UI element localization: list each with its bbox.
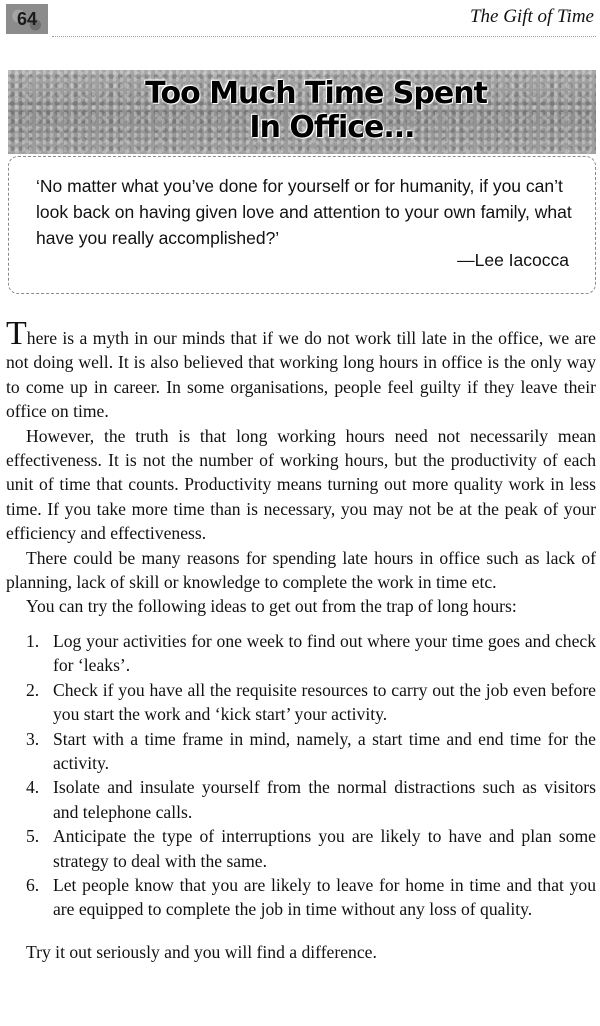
list-item	[6, 678, 596, 727]
page-number: 64	[6, 4, 48, 34]
chapter-title-line-2: In Office...	[249, 110, 415, 145]
header-rule	[52, 36, 596, 37]
list-item	[6, 824, 596, 873]
list-item	[6, 775, 596, 824]
list-item-text: Check if you have all the requisite resources to carry out the job even before you start the work and ‘kick start’ your activity.	[53, 679, 596, 725]
epigraph-quote: ‘No matter what you’ve done for yourself or for humanity, if you can’t look back on having given love and attention to your own family, what have you really accomplished?’	[36, 176, 572, 248]
closing-line: Try it out seriously and you will find a difference.	[26, 941, 377, 962]
running-title: The Gift of Time	[469, 6, 594, 27]
list-item-text: Log your activities for one week to find out where your time goes and check for ‘leaks’.	[53, 630, 596, 676]
epigraph-author: —Lee Iacocca	[457, 250, 569, 270]
list-item-number: 6.	[26, 874, 40, 895]
page-header	[0, 0, 600, 40]
chapter-title-banner	[8, 70, 596, 154]
list-intro: You can try the following ideas to get out from the trap of long hours:	[26, 596, 517, 617]
body-text	[6, 315, 596, 964]
paragraph-3: There could be many reasons for spending late hours in office such as lack of planning, lack of skill or knowledge to complete the work in time etc.	[6, 547, 596, 593]
list-item-text: Anticipate the type of interruptions you are likely to have and plan some strategy to deal with the same.	[53, 826, 596, 871]
paragraph-1	[6, 315, 596, 424]
epigraph-box	[8, 156, 596, 294]
list-item-number: 5.	[26, 826, 40, 847]
ideas-list	[6, 629, 596, 922]
list-item-number: 1.	[26, 630, 40, 651]
chapter-title-line-1: Too Much Time Spent	[145, 76, 487, 111]
paragraph-1-text: here is a myth in our minds that if we do not work till late in the office, we are not doing well. It is also believed that working long hours in office is the only way to come up in career. In some organisations, people feel guilty if they leave their office on time.	[6, 328, 596, 422]
list-item-number: 4.	[26, 777, 40, 798]
list-item	[6, 727, 596, 776]
list-item-text: Start with a time frame in mind, namely, a start time and end time for the activity.	[53, 728, 596, 773]
list-item	[6, 629, 596, 678]
list-item-text: Let people know that you are likely to leave for home in time and that you are equipped to complete the job in time without any loss of quality.	[53, 874, 596, 920]
initial-letter: T	[6, 315, 27, 352]
list-item	[6, 873, 596, 922]
list-item-number: 2.	[26, 679, 40, 700]
list-item-number: 3.	[26, 728, 40, 749]
list-item-text: Isolate and insulate yourself from the normal distractions such as visitors and telephone calls.	[53, 777, 596, 822]
paragraph-2: However, the truth is that long working hours need not necessarily mean effectiveness. It is not the number of working hours, but the productivity of each unit of time that counts. Productivity means turning out more quality work in less time. If you take more time than is necessary, you may not be at the peak of your efficiency and effectiveness.	[6, 425, 596, 544]
